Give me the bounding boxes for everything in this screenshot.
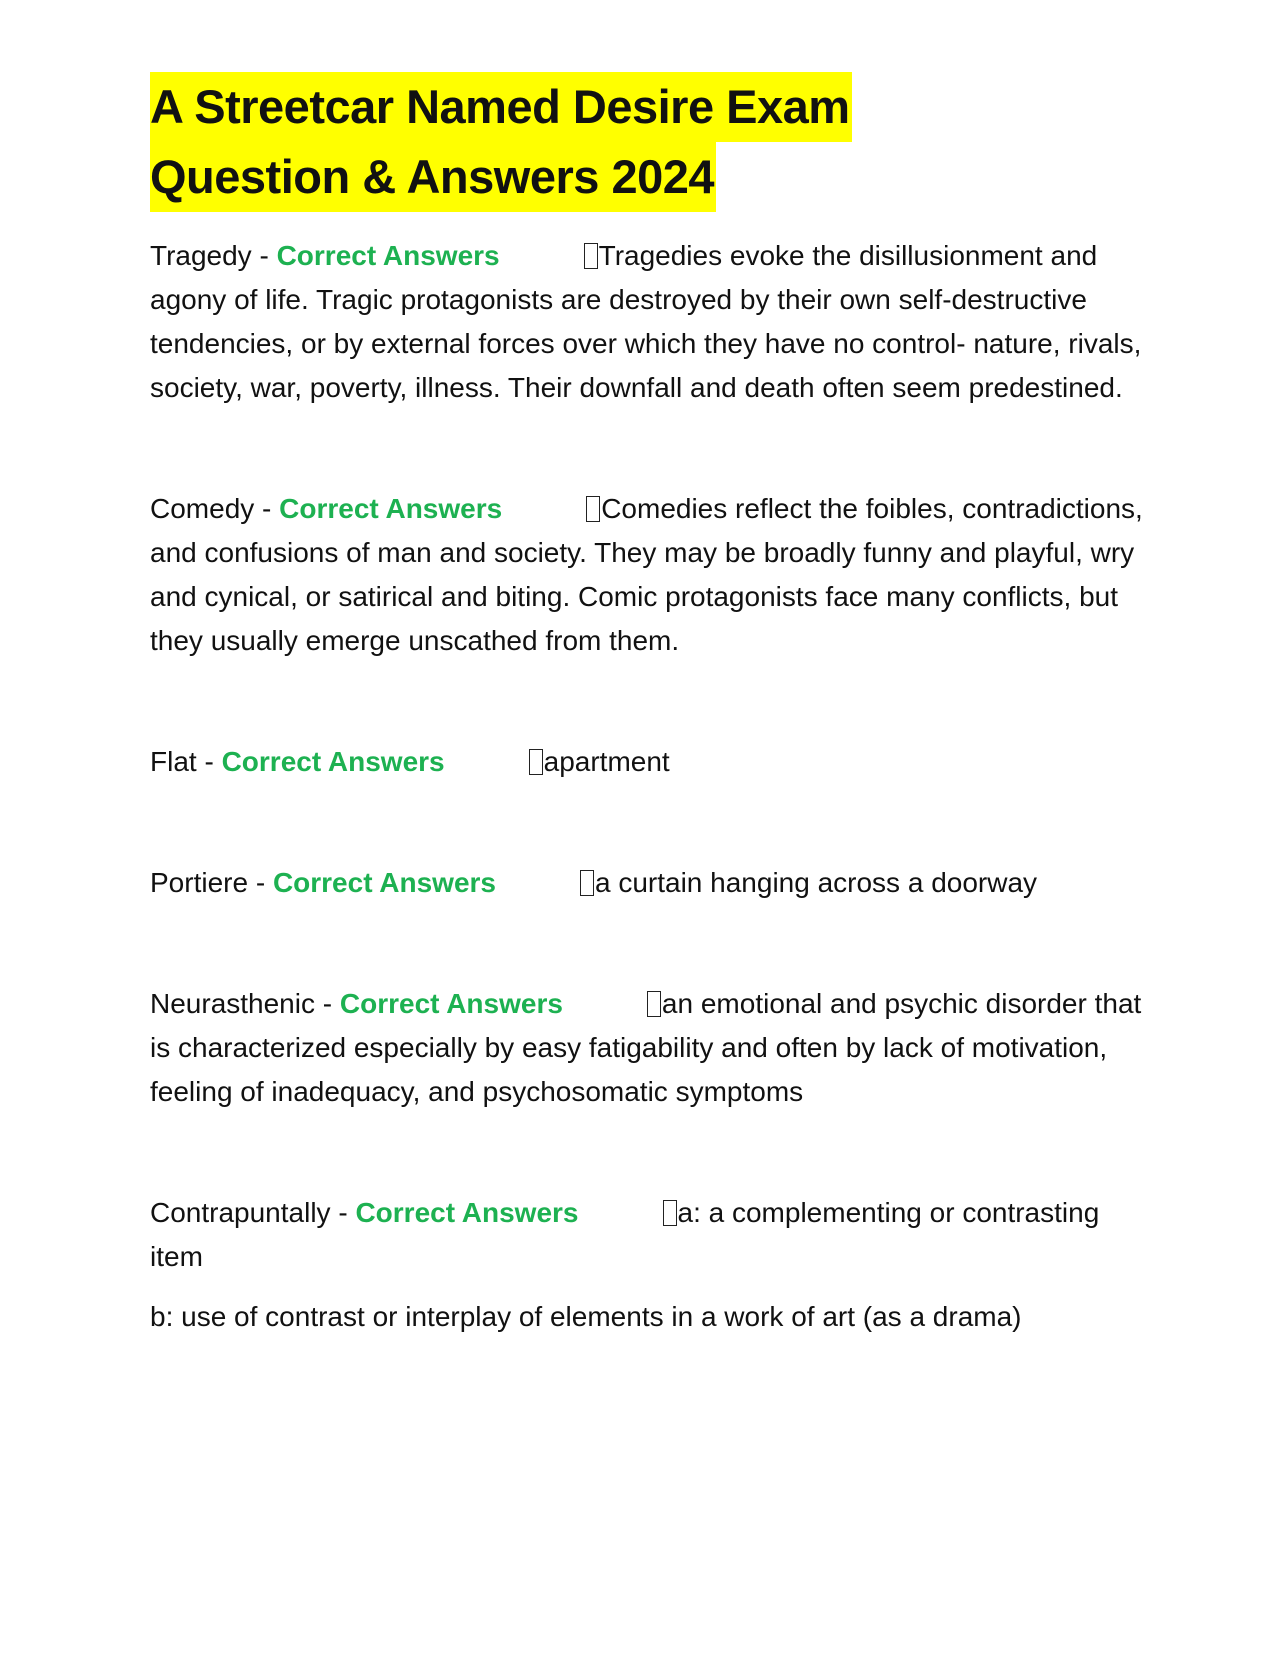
entry-answer: apartment bbox=[543, 746, 670, 777]
entry-answer: an emotional and psychic disorder that is characterized especially by easy fatigability and often by lack of motivation, feeling of inadequacy, and psychosomatic symptoms bbox=[150, 988, 1142, 1107]
entry-separator: - bbox=[251, 240, 277, 271]
entry-term: Comedy bbox=[150, 493, 255, 524]
correct-answers-label: Correct Answers bbox=[355, 1197, 579, 1228]
entry-separator: - bbox=[196, 746, 222, 777]
missing-glyph-icon bbox=[663, 1200, 677, 1226]
entry-answer-continuation: b: use of contrast or interplay of elements in a work of art (as a drama) bbox=[150, 1301, 1022, 1332]
qa-entry-contrapuntally bbox=[150, 1191, 1150, 1339]
qa-entry-tragedy bbox=[150, 234, 1150, 410]
qa-entry-portiere bbox=[150, 861, 1150, 905]
entry-term: Flat bbox=[150, 746, 197, 777]
title-line-2: Question & Answers 2024 bbox=[150, 142, 716, 212]
correct-answers-label: Correct Answers bbox=[279, 493, 503, 524]
entry-answer: Tragedies evoke the disillusionment and agony of life. Tragic protagonists are destroyed by their own self-destructive tendencies, or by external forces over which they have no control- nature, rivals, society, war, poverty, illness. Their downfall and death often seem predestined. bbox=[150, 240, 1142, 403]
title-line-1: A Streetcar Named Desire Exam bbox=[150, 72, 852, 142]
entry-separator: - bbox=[314, 988, 340, 1019]
missing-glyph-icon bbox=[586, 496, 600, 522]
entry-answer: a curtain hanging across a doorway bbox=[594, 867, 1038, 898]
qa-entry-flat bbox=[150, 740, 1150, 784]
document-page bbox=[150, 72, 1150, 1339]
correct-answers-label: Correct Answers bbox=[339, 988, 563, 1019]
entry-term: Portiere bbox=[150, 867, 249, 898]
document-title bbox=[150, 72, 1150, 212]
entry-separator: - bbox=[330, 1197, 356, 1228]
qa-entry-neurasthenic bbox=[150, 982, 1150, 1114]
correct-answers-label: Correct Answers bbox=[221, 746, 445, 777]
missing-glyph-icon bbox=[647, 991, 661, 1017]
missing-glyph-icon bbox=[580, 870, 594, 896]
entry-answer: Comedies reflect the foibles, contradictions, and confusions of man and society. They may be broadly funny and playful, wry and cynical, or satirical and biting. Comic protagonists face many conflicts, but they usually emerge unscathed from them. bbox=[150, 493, 1143, 656]
missing-glyph-icon bbox=[584, 243, 598, 269]
entry-separator: - bbox=[254, 493, 280, 524]
correct-answers-label: Correct Answers bbox=[276, 240, 500, 271]
entry-separator: - bbox=[248, 867, 273, 898]
correct-answers-label: Correct Answers bbox=[272, 867, 496, 898]
qa-entry-comedy bbox=[150, 487, 1150, 663]
entry-term: Contrapuntally bbox=[150, 1197, 331, 1228]
entry-term: Neurasthenic bbox=[150, 988, 315, 1019]
missing-glyph-icon bbox=[529, 749, 543, 775]
entry-term: Tragedy bbox=[150, 240, 252, 271]
entry-answer: a: a complementing or contrasting item bbox=[150, 1197, 1100, 1272]
